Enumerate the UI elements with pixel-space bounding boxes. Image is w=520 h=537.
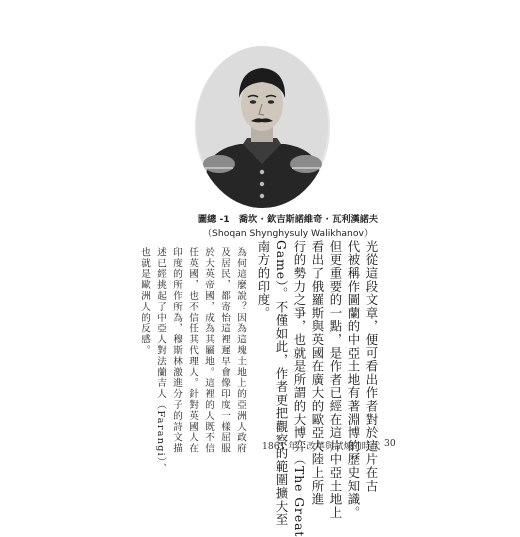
figure-caption-title: 圖總 -1 喬坎 · 欽吉斯諾維奇 · 瓦利漢諾夫 (197, 214, 379, 225)
quote-text-column: 為何這麼說？因為這塊土地上的亞洲人政府 (235, 247, 246, 455)
body-text-column: 行的勢力之爭，也就是所謂的大博弈（The Great (292, 240, 307, 537)
figure-caption (178, 213, 398, 241)
body-text-column: 代被稱作圖蘭的中亞土地有著淵博的歷史知識。 (346, 240, 361, 520)
quote-text-column: 也就是歐洲人的反感。 (139, 247, 150, 356)
body-text-column: Game）。不僅如此，作者更把觀察的範圍擴大至 (274, 240, 289, 527)
quote-text-column: 任英國，也不信任其代理人。針對英國人在 (187, 247, 198, 455)
body-text-column: 光從這段文章，便可看出作者對於這片在古 (364, 240, 379, 493)
body-text-column: 南方的印度。 (256, 240, 271, 320)
portrait-illustration (195, 46, 330, 208)
running-footer-section-title: 1861 年 改革與試煉的時代 (262, 441, 381, 452)
page-number: 30 (384, 438, 396, 449)
quote-text-column: 於大英帝國，成為其屬地。這裡的人既不信 (203, 247, 214, 455)
quote-text-column: 及居民，都寄怡這裡遲早會像印度一樣屈服 (219, 247, 230, 455)
quote-text-column: 述已經挑起了中亞人對法蘭吉人（Farangi）、 (155, 247, 166, 475)
body-text-column: 看出了俄羅斯與英國在廣大的歐亞大陸上所進 (310, 240, 325, 506)
body-text-column: 但更重要的一點，是作者已經在這片中亞土地上 (328, 240, 343, 520)
figure-caption-romanized-name: （Shoqan Shynghysuly Walikhanov） (202, 228, 374, 239)
quote-text-column: 印度的所作所為，穆斯林激進分子的詩文描 (171, 247, 182, 455)
portrait-photo (195, 46, 330, 208)
